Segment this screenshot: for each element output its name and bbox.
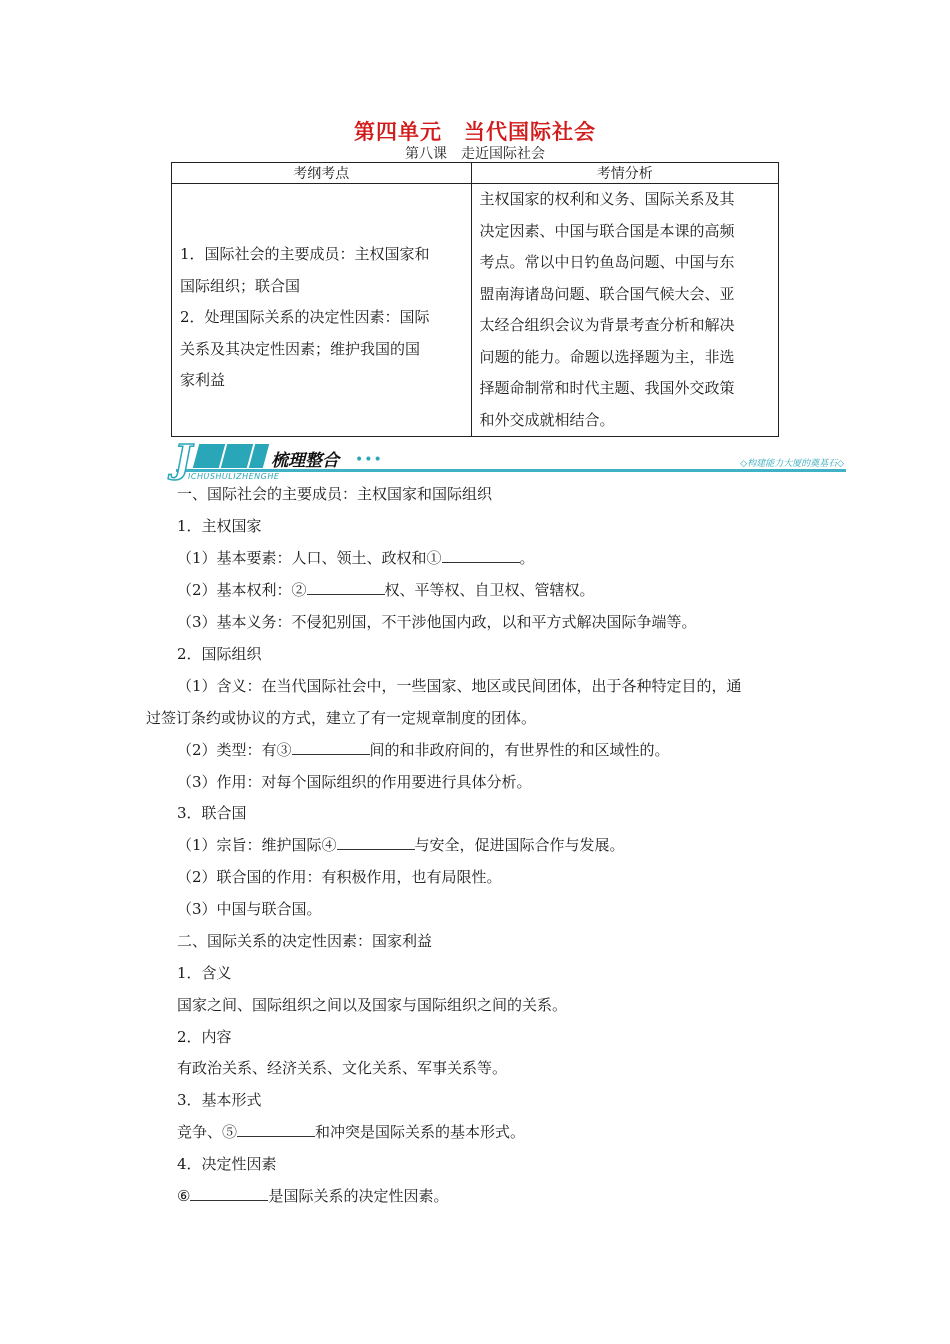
lesson-title: 第八课 走近国际社会: [405, 146, 545, 162]
answer-blank[interactable]: [292, 740, 370, 755]
outline-line: 2．处理国际关系的决定性因素：国际: [180, 308, 430, 326]
banner-block: [221, 444, 253, 468]
subheading: 2．国际组织: [177, 645, 262, 663]
analysis-line: 太经合组织会议为背景考查分析和解决: [479, 316, 735, 334]
outline-line: 国际组织；联合国: [180, 276, 301, 295]
banner-letter: J: [174, 436, 192, 481]
subheading: 2．内容: [177, 1028, 232, 1046]
unit-title: 第四单元 当代国际社会: [354, 120, 596, 144]
col-header-outline: 考纲考点: [172, 163, 472, 184]
subheading: 4．决定性因素: [177, 1155, 277, 1173]
subheading: 1．主权国家: [177, 517, 262, 535]
banner-dots: •••: [355, 452, 383, 468]
answer-blank[interactable]: [337, 835, 415, 850]
answer-blank[interactable]: [237, 1122, 315, 1137]
analysis-line: 问题的能力。命题以选择题为主，非选: [479, 347, 735, 366]
analysis-cell: [471, 184, 779, 437]
exam-outline-table: [171, 162, 779, 437]
outline-cell: [172, 184, 472, 437]
analysis-line: 盟南海诸岛问题、联合国气候大会、亚: [479, 284, 735, 303]
fill-line: ⑥ 是国际关系的决定性因素。: [177, 1187, 449, 1205]
section-heading: 二、国际关系的决定性因素：国家利益: [177, 932, 433, 950]
section-banner: [174, 436, 850, 482]
banner-label: 梳理整合: [271, 451, 339, 471]
analysis-line: 和外交成就相结合。: [479, 410, 615, 429]
text-line: （3）基本义务：不侵犯别国，不干涉他国内政，以和平方式解决国际争端等。: [177, 613, 697, 631]
banner-motto: ◇构建能力大厦的奠基石◇: [740, 459, 844, 469]
col-header-analysis: 考情分析: [471, 163, 779, 184]
answer-blank[interactable]: [307, 580, 385, 595]
analysis-line: 主权国家的权利和义务、国际关系及其: [479, 190, 735, 208]
section-heading: 一、国际社会的主要成员：主权国家和国际组织: [177, 485, 493, 503]
text-line: （1）含义：在当代国际社会中，一些国家、地区或民间团体，出于各种特定目的，通: [177, 677, 742, 695]
text-line: （3）中国与联合国。: [177, 900, 322, 918]
outline-line: 1．国际社会的主要成员：主权国家和: [180, 245, 430, 263]
text-line: 有政治关系、经济关系、文化关系、军事关系等。: [177, 1059, 508, 1077]
analysis-line: 决定因素、中国与联合国是本课的高频: [479, 221, 735, 240]
subheading: 3．联合国: [177, 804, 247, 822]
banner-pinyin: ICHUSHULIZHENGHE: [188, 472, 280, 481]
fill-line: （2）类型：有③ 间的和非政府间的，有世界性的和区域性的。: [177, 741, 670, 759]
text-line: （3）作用：对每个国际组织的作用要进行具体分析。: [177, 773, 532, 791]
fill-line: （1）宗旨：维护国际④ 与安全，促进国际合作与发展。: [177, 836, 625, 854]
analysis-line: 考点。常以中日钓鱼岛问题、中国与东: [479, 253, 735, 271]
subheading: 3．基本形式: [177, 1091, 262, 1109]
answer-blank[interactable]: [190, 1186, 268, 1201]
text-line: （2）联合国的作用：有积极作用，也有局限性。: [177, 868, 502, 886]
text-line: 国家之间、国际组织之间以及国家与国际组织之间的关系。: [177, 996, 568, 1014]
outline-line: 家利益: [180, 371, 226, 389]
subheading: 1．含义: [177, 964, 232, 982]
fill-line: （1）基本要素：人口、领土、政权和① 。: [177, 549, 535, 567]
text-line: 过签订条约或协议的方式，建立了有一定规章制度的团体。: [146, 709, 537, 727]
answer-blank[interactable]: [442, 548, 520, 563]
analysis-line: 择题命制常和时代主题、我国外交政策: [479, 379, 735, 397]
banner-block: [193, 444, 225, 468]
outline-line: 关系及其决定性因素；维护我国的国: [180, 339, 421, 358]
fill-line: 竞争、⑤ 和冲突是国际关系的基本形式。: [177, 1123, 526, 1141]
fill-line: （2）基本权利：② 权、平等权、自卫权、管辖权。: [177, 581, 595, 599]
